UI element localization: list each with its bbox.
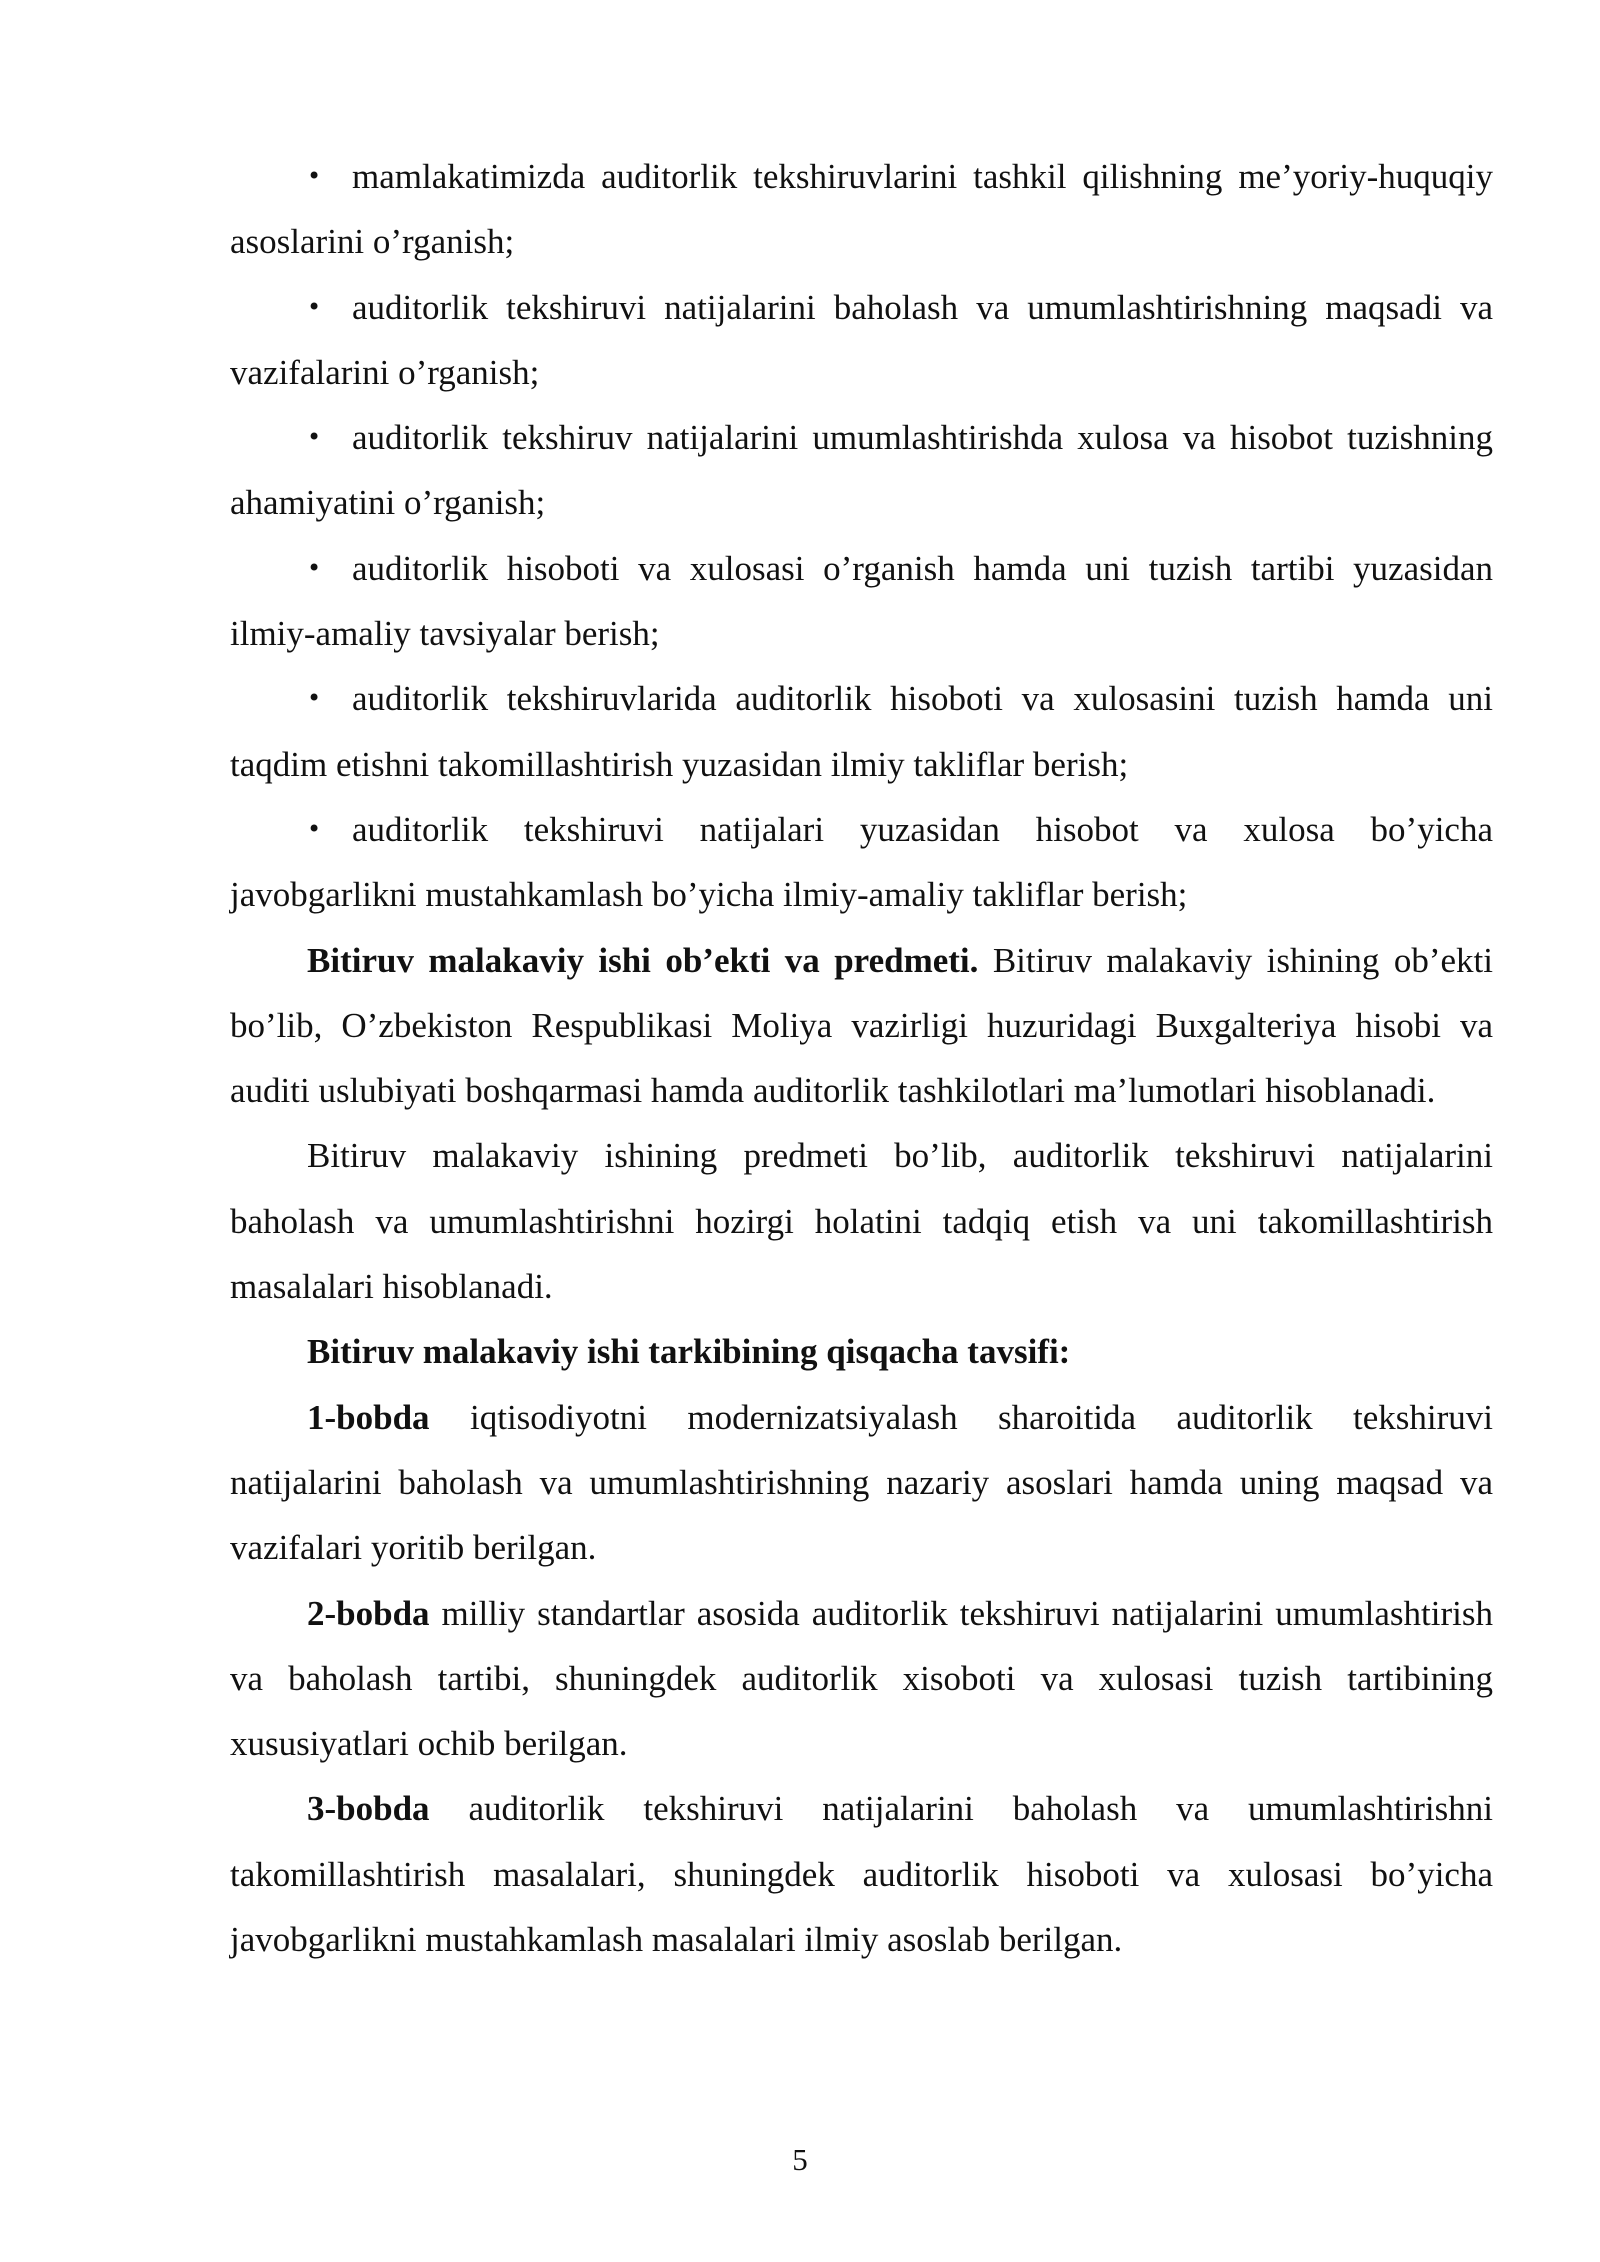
bullet-text: auditorlik tekshiruvi natijalari yuzasidan hisobot va xulosa bo’yicha javobgarlikni mustahkamlash bo’yicha ilmiy-amaliy takliflar berish; <box>230 809 1493 915</box>
bullet-icon: • <box>307 684 322 713</box>
bullet-icon: • <box>307 814 322 843</box>
bullet-icon: • <box>307 292 322 321</box>
subject-paragraph: Bitiruv malakaviy ishining predmeti bo’lib, auditorlik tekshiruvi natijalarini baholash va umumlashtirishni hozirgi holatini tadqiq etish va uni takomillashtirish masalalari hisoblanadi. <box>230 1136 1493 1307</box>
chapter-label: 1-bobda <box>307 1397 430 1437</box>
bullet-item <box>230 536 1493 667</box>
bullet-text: mamlakatimizda auditorlik tekshiruvlarini tashkil qilishning me’yoriy-huquqiy asoslarini o’rganish; <box>230 157 1493 262</box>
bullet-item <box>230 144 1493 275</box>
chapter-paragraph <box>230 1581 1493 1777</box>
page-number: 5 <box>792 2142 808 2177</box>
bullet-icon: • <box>307 553 322 582</box>
bullet-item <box>230 405 1493 536</box>
bullet-item <box>230 797 1493 928</box>
chapter-text: auditorlik tekshiruvi natijalarini baholash va umumlashtirishni takomillashtirish masalalari, shuningdek auditorlik hisoboti va xulosasi bo’yicha javobgarlikni mustahkamlash masalalari ilmiy asoslab berilgan. <box>230 1789 1493 1960</box>
bullet-icon: • <box>307 162 322 190</box>
chapter-text: milliy standartlar asosida auditorlik tekshiruvi natijalarini umumlashtirish va baholash tartibi, shuningdek auditorlik xisoboti va xulosasi tuzish tartibining xususiyatlari ochib berilgan. <box>230 1593 1493 1764</box>
chapter-label: 3-bobda <box>307 1789 430 1829</box>
object-heading: Bitiruv malakaviy ishi ob’ekti va predmeti. <box>307 940 979 980</box>
page-body <box>230 144 1493 1972</box>
object-text: Bitiruv malakaviy ishining ob’ekti bo’lib, O’zbekiston Respublikasi Moliya vazirligi huzuridagi Buxgalteriya hisobi va auditi uslubiyati boshqarmasi hamda auditorlik tashkilotlari ma’lumotlari hisoblanadi. <box>230 940 1493 1111</box>
bullet-text: auditorlik tekshiruvi natijalarini baholash va umumlashtirishning maqsadi va vazifalarini o’rganish; <box>230 287 1493 392</box>
chapter-text: iqtisodiyotni modernizatsiyalash sharoitida auditorlik tekshiruvi natijalarini baholash va umumlashtirishning nazariy asoslari hamda uning maqsad va vazifalari yoritib berilgan. <box>230 1397 1493 1568</box>
structure-heading: Bitiruv malakaviy ishi tarkibining qisqacha tavsifi: <box>307 1332 1071 1372</box>
bullet-item <box>230 275 1493 406</box>
bullet-item <box>230 666 1493 797</box>
bullet-text: auditorlik tekshiruvlarida auditorlik hisoboti va xulosasini tuzish hamda uni taqdim etishni takomillashtirish yuzasidan ilmiy takliflar berish; <box>230 679 1493 784</box>
chapter-paragraph <box>230 1385 1493 1581</box>
bullet-text: auditorlik tekshiruv natijalarini umumlashtirishda xulosa va hisobot tuzishning ahamiyatini o’rganish; <box>230 418 1493 523</box>
bullet-text: auditorlik hisoboti va xulosasi o’rganish hamda uni tuzish tartibi yuzasidan ilmiy-amaliy tavsiyalar berish; <box>230 548 1493 654</box>
bullet-icon: • <box>307 423 322 452</box>
chapter-paragraph <box>230 1776 1493 1972</box>
object-paragraph <box>230 928 1493 1124</box>
chapter-label: 2-bobda <box>307 1593 430 1633</box>
